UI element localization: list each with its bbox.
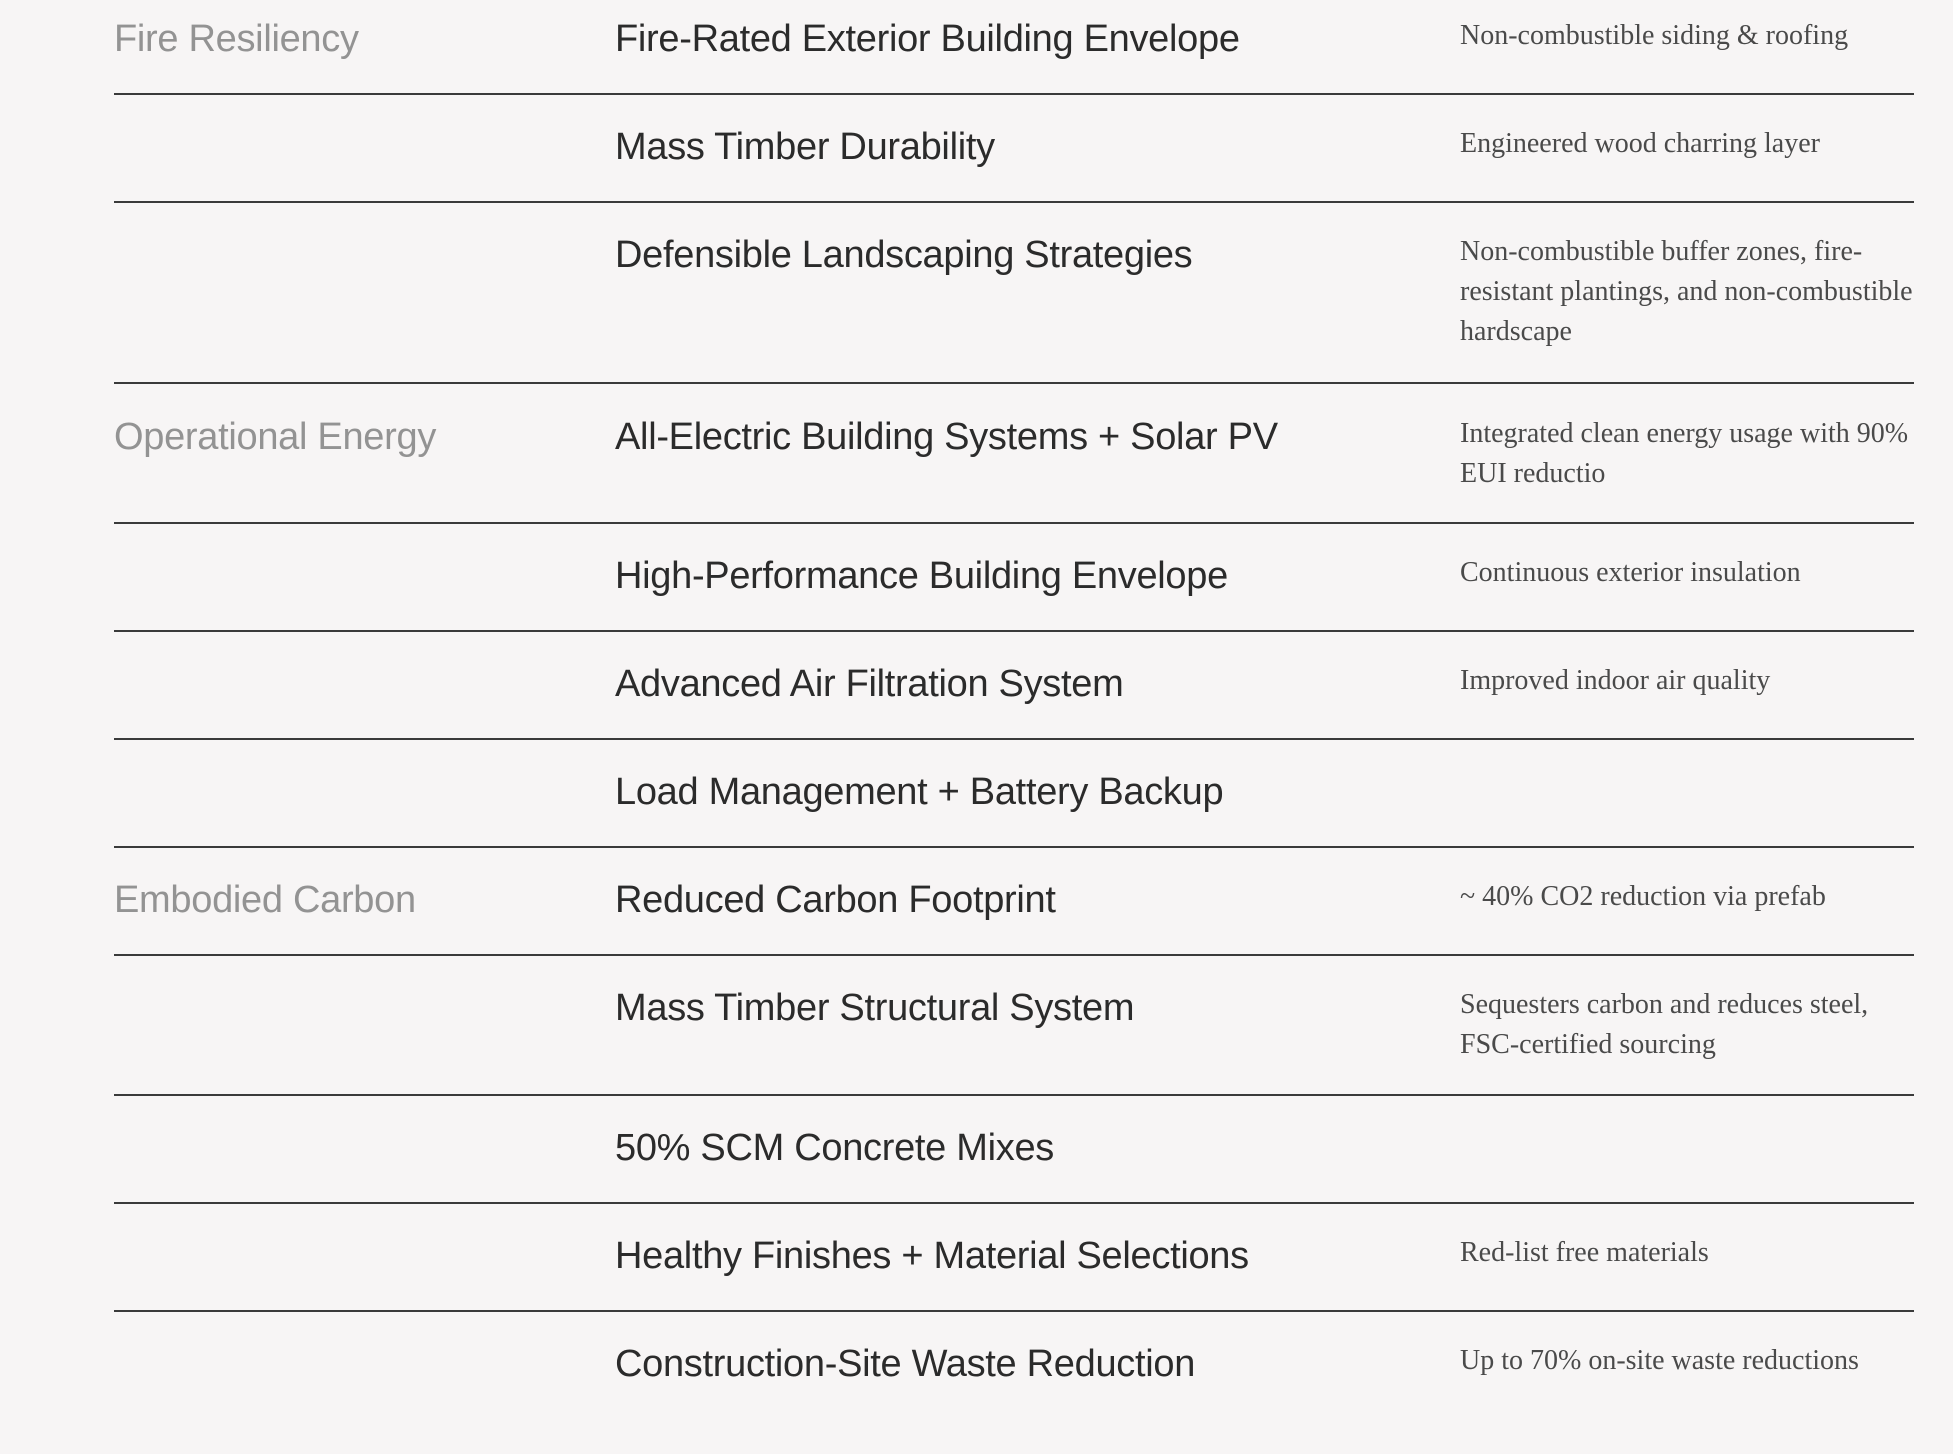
feature-detail: Continuous exterior insulation	[1460, 557, 1801, 588]
feature-detail: Non-combustible siding & roofing	[1460, 20, 1849, 51]
feature-title: Mass Timber Structural System	[615, 987, 1135, 1029]
feature-detail: ~ 40% CO2 reduction via prefab	[1460, 881, 1826, 912]
feature-detail: Non-combustible buffer zones, fire-resistant plantings, and non-combustible hardscape	[1460, 236, 1913, 347]
table-row	[114, 632, 1914, 740]
feature-title: Reduced Carbon Footprint	[615, 879, 1056, 921]
table-row	[114, 740, 1914, 848]
table-row	[114, 1312, 1914, 1420]
table-row	[114, 956, 1914, 1096]
feature-detail: Engineered wood charring layer	[1460, 128, 1820, 159]
feature-detail: Up to 70% on-site waste reductions	[1460, 1345, 1859, 1376]
feature-title: Healthy Finishes + Material Selections	[615, 1235, 1249, 1277]
feature-title: All-Electric Building Systems + Solar PV	[615, 416, 1278, 458]
feature-title: High-Performance Building Envelope	[615, 555, 1228, 597]
feature-title: Construction-Site Waste Reduction	[615, 1343, 1196, 1385]
category-label: Fire Resiliency	[114, 18, 359, 60]
table-row	[114, 848, 1914, 956]
feature-detail: Improved indoor air quality	[1460, 665, 1771, 696]
table-row	[114, 203, 1914, 384]
table-row	[114, 95, 1914, 203]
feature-title: Fire-Rated Exterior Building Envelope	[615, 18, 1240, 60]
feature-title: Defensible Landscaping Strategies	[615, 234, 1193, 276]
feature-detail: Integrated clean energy usage with 90% EUI reductio	[1460, 418, 1909, 489]
feature-detail: Sequesters carbon and reduces steel, FSC-certified sourcing	[1460, 989, 1869, 1060]
feature-title: Load Management + Battery Backup	[615, 771, 1224, 813]
table-row	[114, 1204, 1914, 1312]
table-row	[114, 384, 1914, 524]
table-row	[114, 0, 1914, 95]
feature-title: Mass Timber Durability	[615, 126, 995, 168]
feature-detail: Red-list free materials	[1460, 1237, 1709, 1268]
feature-title: 50% SCM Concrete Mixes	[615, 1127, 1054, 1169]
category-label: Embodied Carbon	[114, 879, 416, 921]
category-label: Operational Energy	[114, 416, 437, 458]
table-row	[114, 1096, 1914, 1204]
feature-title: Advanced Air Filtration System	[615, 663, 1124, 705]
table-row	[114, 524, 1914, 632]
strategy-table	[114, 0, 1914, 1420]
